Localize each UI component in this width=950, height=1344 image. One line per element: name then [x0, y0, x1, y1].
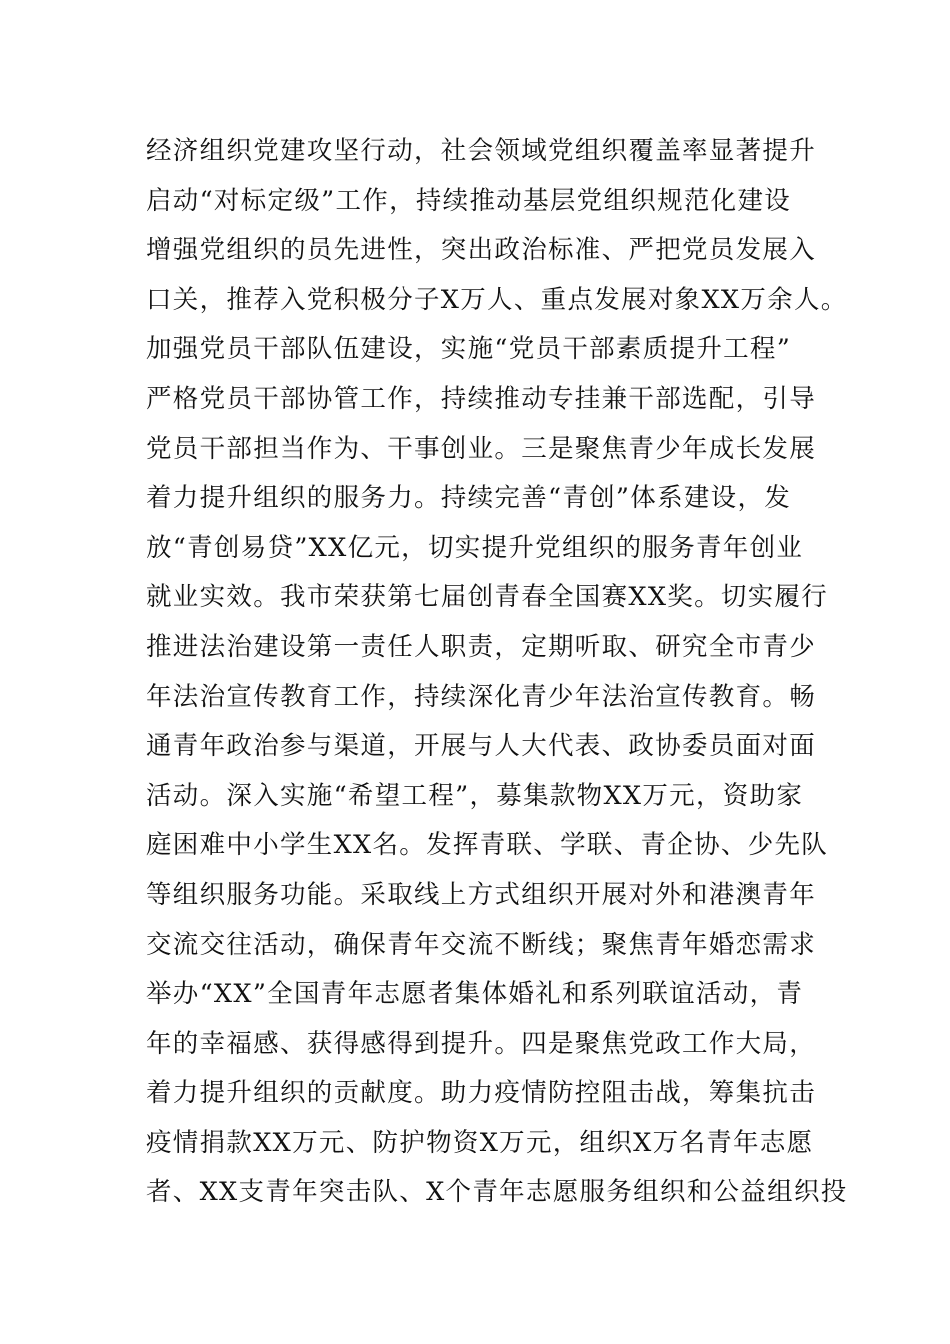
- text-line: 疫情捐款XX万元、防护物资X万元，组织X万名青年志愿: [146, 1127, 814, 1158]
- text-line: 加强党员干部队伍建设，实施“党员干部素质提升工程”: [146, 334, 792, 365]
- text-line: 增强党组织的员先进性，突出政治标准、严把党员发展入: [146, 235, 817, 266]
- text-line: 放“青创易贷”XX亿元，切实提升党组织的服务青年创业: [146, 532, 804, 563]
- text-line: 通青年政治参与渠道，开展与人大代表、政协委员面对面: [146, 731, 817, 762]
- text-line: 严格党员干部协管工作，持续推动专挂兼干部选配，引导: [146, 383, 817, 414]
- text-line: 启动“对标定级”工作，持续推动基层党组织规范化建设: [146, 185, 792, 216]
- text-line: 等组织服务功能。采取线上方式组织开展对外和港澳青年: [146, 879, 817, 910]
- text-line: 交流交往活动，确保青年交流不断线；聚焦青年婚恋需求: [146, 929, 817, 960]
- text-line: 推进法治建设第一责任人职责，定期听取、研究全市青少: [146, 631, 817, 662]
- text-line: 举办“XX”全国青年志愿者集体婚礼和系列联谊活动，青: [146, 979, 804, 1010]
- text-line: 着力提升组织的贡献度。助力疫情防控阻击战，筹集抗击: [146, 1078, 817, 1109]
- text-line: 就业实效。我市荣获第七届创青春全国赛XX奖。切实履行: [146, 582, 829, 613]
- text-line: 经济组织党建攻坚行动，社会领域党组织覆盖率显著提升: [146, 136, 817, 166]
- text-line: 活动。深入实施“希望工程”，募集款物XX万元，资助家: [146, 780, 804, 811]
- text-line: 庭困难中小学生XX名。发挥青联、学联、青企协、少先队: [146, 830, 829, 861]
- text-line: 口关，推荐入党积极分子X万人、重点发展对象XX万余人。: [146, 284, 848, 315]
- text-line: 年的幸福感、获得感得到提升。四是聚焦党政工作大局，: [146, 1028, 817, 1059]
- text-line: 着力提升组织的服务力。持续完善“青创”体系建设，发: [146, 483, 792, 514]
- body-text: [146, 127, 848, 1218]
- text-line: 党员干部担当作为、干事创业。三是聚焦青少年成长发展: [146, 433, 817, 464]
- text-line: 者、XX支青年突击队、X个青年志愿服务组织和公益组织投: [146, 1177, 848, 1208]
- text-line: 年法治宣传教育工作，持续深化青少年法治宣传教育。畅: [146, 681, 817, 712]
